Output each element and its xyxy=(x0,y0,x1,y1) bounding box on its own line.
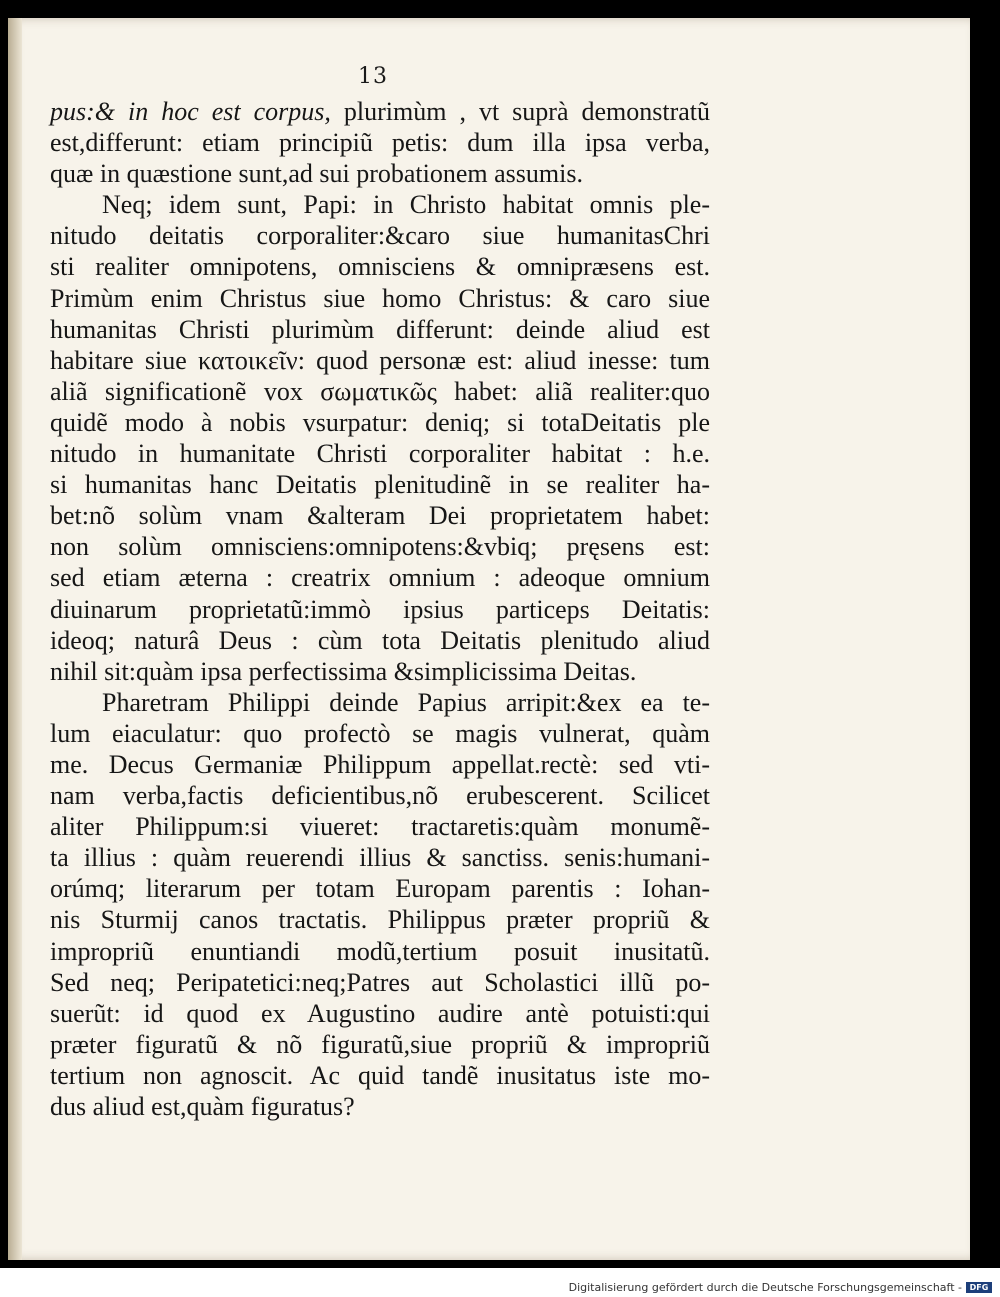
credit-text: Digitalisierung gefördert durch die Deutsche Forschungsgemeinschaft - xyxy=(568,1281,962,1294)
text-line: suerũt: id quod ex Augustino audire antè potuisti:qui xyxy=(50,998,710,1028)
text-line: tertium non agnoscit. Ac quid tandẽ inusitatus iste mo- xyxy=(50,1060,710,1090)
text-line: humanitas Christi plurimùm differunt: deinde aliud est xyxy=(50,314,710,344)
page-gutter xyxy=(8,18,22,1260)
text-line: lum eiaculatur: quo profectò se magis vulnerat, quàm xyxy=(50,718,710,748)
text-line: nis Sturmij canos tractatis. Philippus præter propriũ & xyxy=(50,905,710,935)
italic-run: pus:& in hoc est corpus, xyxy=(50,97,331,126)
text-line: ideoq; naturâ Deus : cùm tota Deitatis plenitudo aliud xyxy=(50,625,710,655)
text-line: quæ in quæstione sunt,ad sui probationem assumis. xyxy=(50,159,583,189)
text-line: aliã significationẽ vox σωματικῶς habet: aliã realiter:quo xyxy=(50,376,710,406)
text-line: non solùm omnisciens:omnipotens:&vbiq; pręsens est: xyxy=(50,532,710,562)
text-line: dus aliud est,quàm figuratus? xyxy=(50,1092,355,1121)
text-line: habitare siue κατοικεῖν: quod personæ est: aliud inesse: tum xyxy=(50,345,710,375)
text-line: ta illius : quàm reuerendi illius & sanctiss. senis:humani- xyxy=(50,843,710,873)
text-line: nitudo deitatis corporaliter:&caro siue humanitasChri xyxy=(50,221,710,251)
text-line: est,differunt: etiam principiũ petis: dum illa ipsa verba, xyxy=(50,128,710,158)
text-line: aliter Philippum:si viueret: tractaretis:quàm monumẽ- xyxy=(50,812,710,842)
text-line: præter figuratũ & nõ figuratũ,siue propriũ & impropriũ xyxy=(50,1029,710,1059)
body-text xyxy=(50,96,710,1122)
text-line: diuinarum proprietatũ:immò ipsius particeps Deitatis: xyxy=(50,594,710,624)
text-line: nihil sit:quàm ipsa perfectissima &simplicissima Deitas. xyxy=(50,656,637,686)
text-line: bet:nõ solùm vnam &alteram Dei proprietatem habet: xyxy=(50,501,710,531)
text-line: Primùm enim Christus siue homo Christus: & caro siue xyxy=(50,283,710,313)
text-line: pus:& in hoc est corpus, plurimùm , vt suprà demonstratũ xyxy=(50,97,711,126)
text-line: si humanitas hanc Deitatis plenitudinẽ in se realiter ha- xyxy=(50,470,710,500)
text-line: impropriũ enuntiandi modũ,tertium posuit inusitatũ. xyxy=(50,936,710,966)
text-line: sti realiter omnipotens, omnisciens & omnipræsens est. xyxy=(50,252,710,282)
digitization-credit xyxy=(569,1281,992,1294)
paragraph-start-line: Pharetram Philippi deinde Papius arripit:&ex ea te- xyxy=(102,687,710,717)
page-number: 13 xyxy=(358,64,388,89)
paragraph-start-line: Neq; idem sunt, Papi: in Christo habitat omnis ple- xyxy=(102,190,710,220)
text-line: nitudo in humanitate Christi corporaliter habitat : h.e. xyxy=(50,439,710,469)
text-line: Sed neq; Peripatetici:neq;Patres aut Scholastici illũ po- xyxy=(50,967,710,997)
dfg-logo-icon: DFG xyxy=(966,1282,992,1293)
text-line: nam verba,factis deficientibus,nõ erubescerent. Scilicet xyxy=(50,781,710,811)
text-line: quidẽ modo à nobis vsurpatur: deniq; si totaDeitatis ple xyxy=(50,407,710,437)
text-line: orúmq; literarum per totam Europam parentis : Iohan- xyxy=(50,874,710,904)
text-line: me. Decus Germaniæ Philippum appellat.rectè: sed vti- xyxy=(50,749,710,779)
text-line: sed etiam æterna : creatrix omnium : adeoque omnium xyxy=(50,563,710,593)
